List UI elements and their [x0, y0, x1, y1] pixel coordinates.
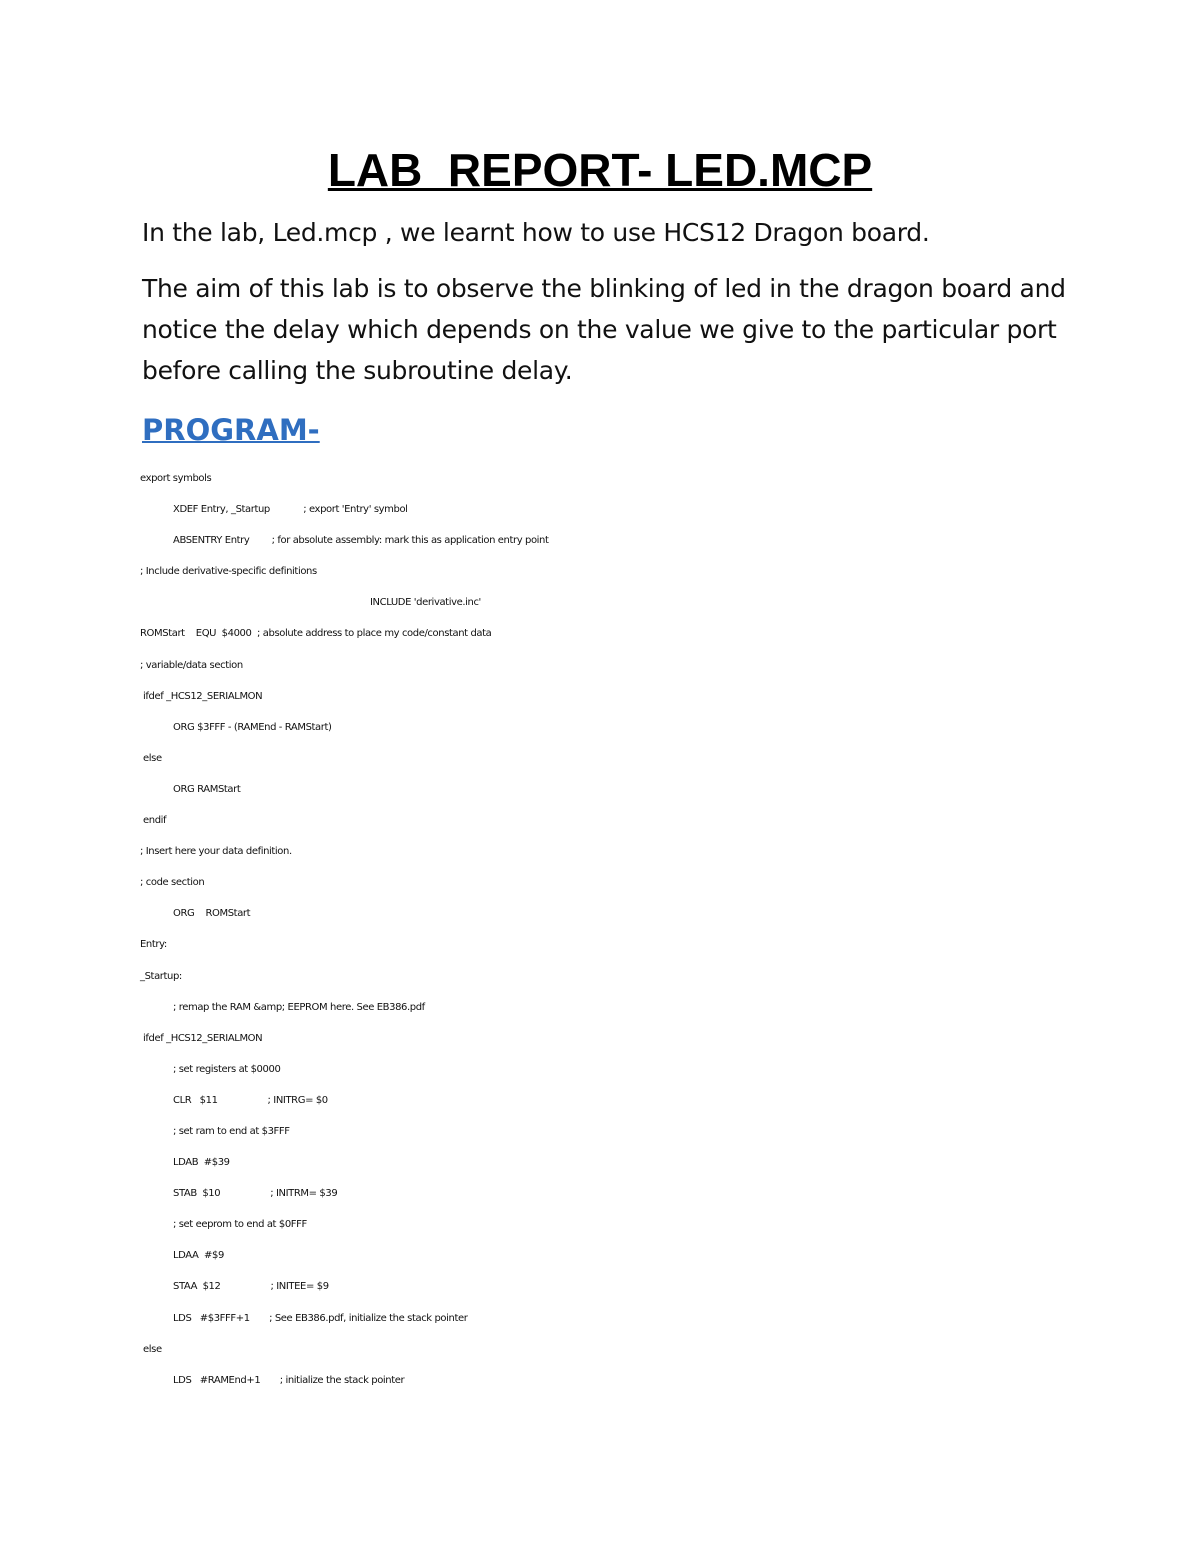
intro-paragraph: In the lab, Led.mcp , we learnt how to use HCS12 Dragon board. [142, 218, 930, 247]
code-line: LDAA #$9 [173, 1250, 224, 1262]
code-line: else [143, 1343, 162, 1355]
code-line: ABSENTRY Entry ; for absolute assembly: mark this as application entry point [173, 535, 549, 547]
code-line: INCLUDE 'derivative.inc' [370, 597, 481, 609]
code-line: ; set registers at $0000 [173, 1063, 281, 1075]
code-line: ; set eeprom to end at $0FFF [173, 1219, 307, 1231]
code-line: ; Include derivative-specific definitions [140, 566, 317, 578]
code-line: ROMStart EQU $4000 ; absolute address to place my code/constant data [140, 628, 492, 640]
program-heading: PROGRAM- [142, 413, 320, 447]
report-title: LAB REPORT- LED.MCP [327, 144, 873, 196]
code-line: STAB $10 ; INITRM= $39 [173, 1188, 338, 1200]
code-line: ORG $3FFF - (RAMEnd - RAMStart) [173, 721, 332, 733]
code-line: LDS #RAMEnd+1 ; initialize the stack pointer [173, 1374, 405, 1386]
code-line: Entry: [140, 939, 167, 951]
code-line: else [143, 752, 162, 764]
code-line: CLR $11 ; INITRG= $0 [173, 1094, 328, 1106]
program-code-listing [140, 470, 1140, 1403]
code-line: ; Insert here your data definition. [140, 846, 292, 858]
code-line: ; variable/data section [140, 659, 243, 671]
code-line: LDS #$3FFF+1 ; See EB386.pdf, initialize the stack pointer [173, 1312, 468, 1324]
code-line: ; remap the RAM &amp; EEPROM here. See EB386.pdf [173, 1001, 425, 1013]
code-line: ; code section [140, 877, 205, 889]
code-line: ORG RAMStart [173, 783, 241, 795]
code-line: ifdef _HCS12_SERIALMON [143, 690, 263, 702]
code-line: endif [143, 815, 167, 827]
code-line: STAA $12 ; INITEE= $9 [173, 1281, 329, 1293]
aim-paragraph: The aim of this lab is to observe the blinking of led in the dragon board and notice the delay which depends on the value we give to the particular port before calling the subroutine delay. [142, 274, 1066, 385]
code-line: XDEF Entry, _Startup ; export 'Entry' symbol [173, 504, 408, 516]
code-line: ifdef _HCS12_SERIALMON [143, 1032, 263, 1044]
code-line: ORG ROMStart [173, 908, 251, 920]
code-line: ; set ram to end at $3FFF [173, 1125, 290, 1137]
code-line: export symbols [140, 473, 212, 484]
code-line: _Startup: [140, 970, 182, 982]
code-line: LDAB #$39 [173, 1157, 230, 1169]
